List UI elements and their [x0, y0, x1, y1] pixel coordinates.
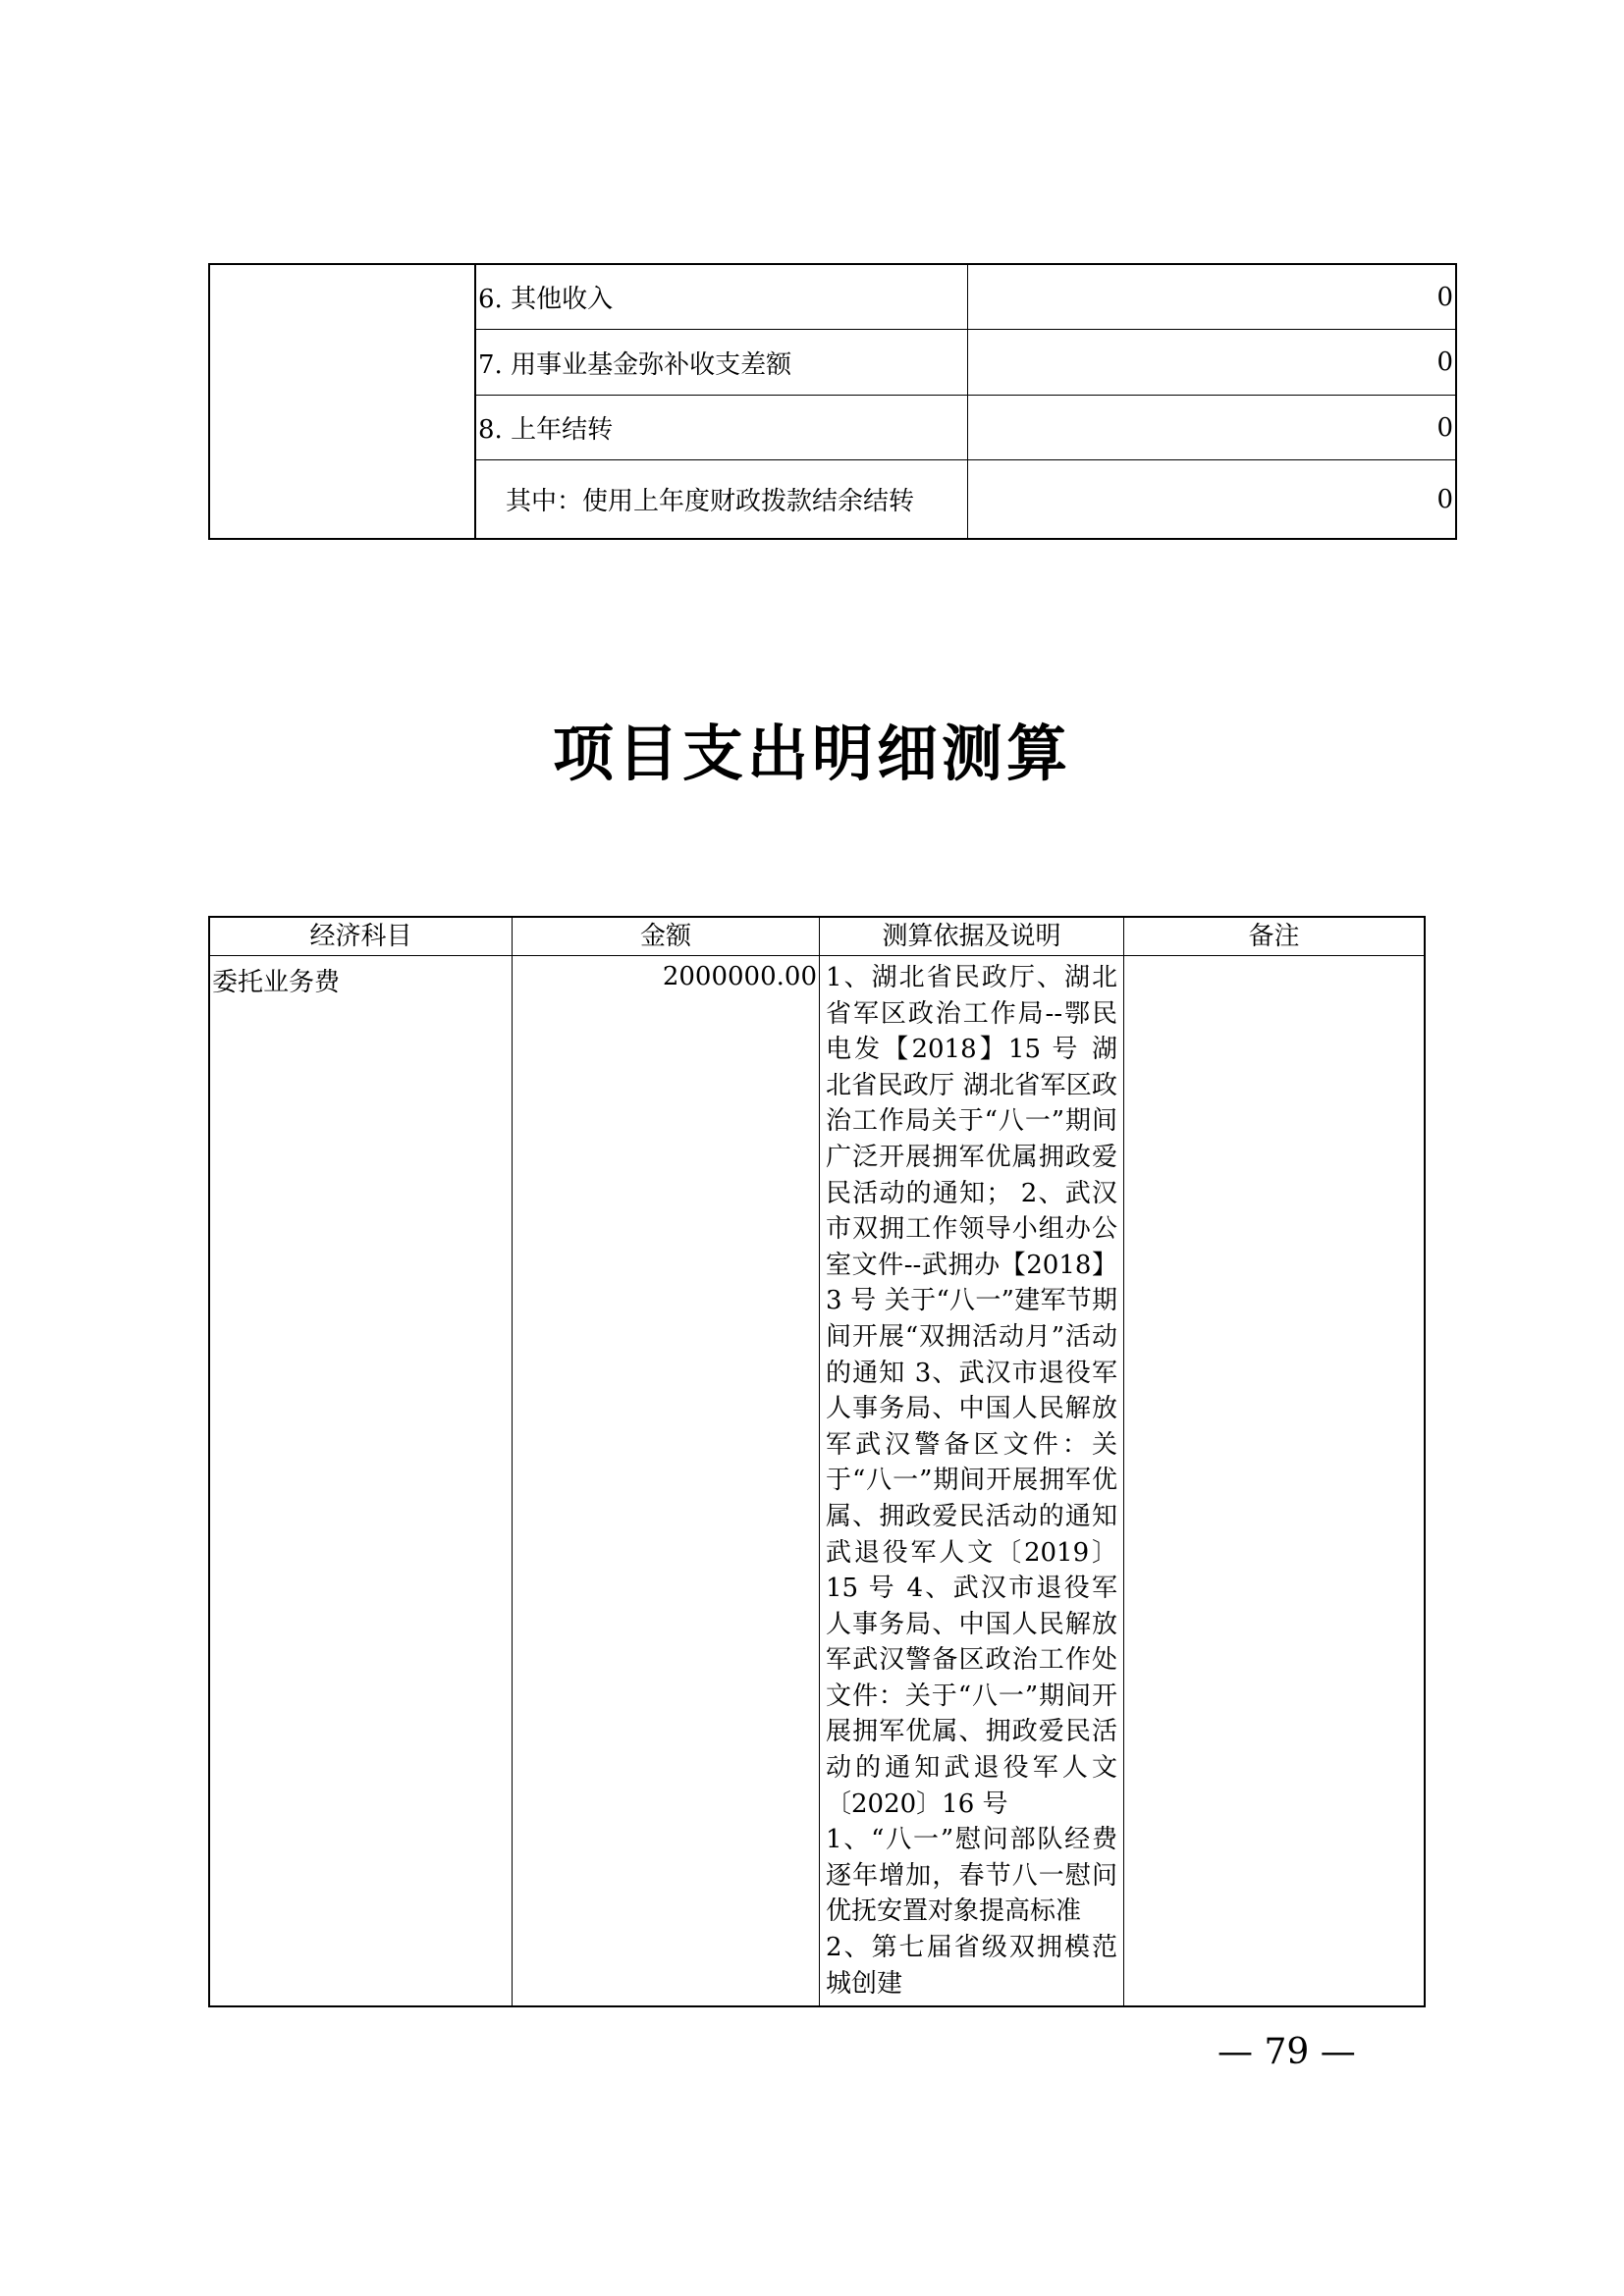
income-row-label: 6. 其他收入	[476, 265, 968, 330]
income-row-label: 其中：使用上年度财政拨款结余结转	[476, 460, 968, 538]
cell-remark	[1124, 956, 1424, 2005]
page-number: — 79 —	[1218, 2032, 1356, 2072]
header-basis: 测算依据及说明	[820, 918, 1124, 955]
cell-basis: 1、湖北省民政厅、湖北省军区政治工作局--鄂民电发【2018】15 号 湖北省民政厅 湖北省军区政治工作局关于“八一”期间广泛开展拥军优属拥政爱民活动的通知； 2、武汉市双拥工作领导小组办公室文件--武拥办【2018】3 号 关于“八一”建军节期间开展“双拥活动月”活动的通知 3、武汉市退役军人事务局、中国人民解放军武汉警备区文件：关于“八一”期间开展拥军优属、拥政爱民活动的通知武退役军人文〔2019〕15 号 4、武汉市退役军人事务局、中国人民解放军武汉警备区政治工作处文件：关于“八一”期间开展拥军优属、拥政爱民活动的通知武退役军人文〔2020〕16 号 1、“八一”慰问部队经费逐年增加，春节八一慰问优抚安置对象提高标准 2、第七届省级双拥模范城创建	[820, 956, 1124, 2005]
header-remark: 备注	[1248, 922, 1300, 951]
cell-subject: 委托业务费	[210, 956, 513, 2005]
expense-detail-table	[208, 916, 1426, 2007]
income-row-label: 7. 用事业基金弥补收支差额	[476, 330, 968, 396]
income-table-blank-cell	[210, 265, 476, 538]
header-subject: 经济科目	[210, 918, 513, 955]
table-row	[210, 956, 1424, 2005]
income-row-value: 0	[968, 330, 1455, 396]
income-row-value: 0	[1436, 484, 1453, 514]
income-table	[208, 263, 1457, 540]
table-header-row	[210, 918, 1424, 956]
income-row-value: 0	[968, 265, 1455, 330]
income-row-label: 8. 上年结转	[476, 396, 968, 460]
cell-amount: 2000000.00	[513, 956, 820, 2005]
income-row-value: 0	[968, 396, 1455, 460]
page-title: 项目支出明细测算	[552, 718, 1071, 789]
header-amount: 金额	[513, 918, 820, 955]
